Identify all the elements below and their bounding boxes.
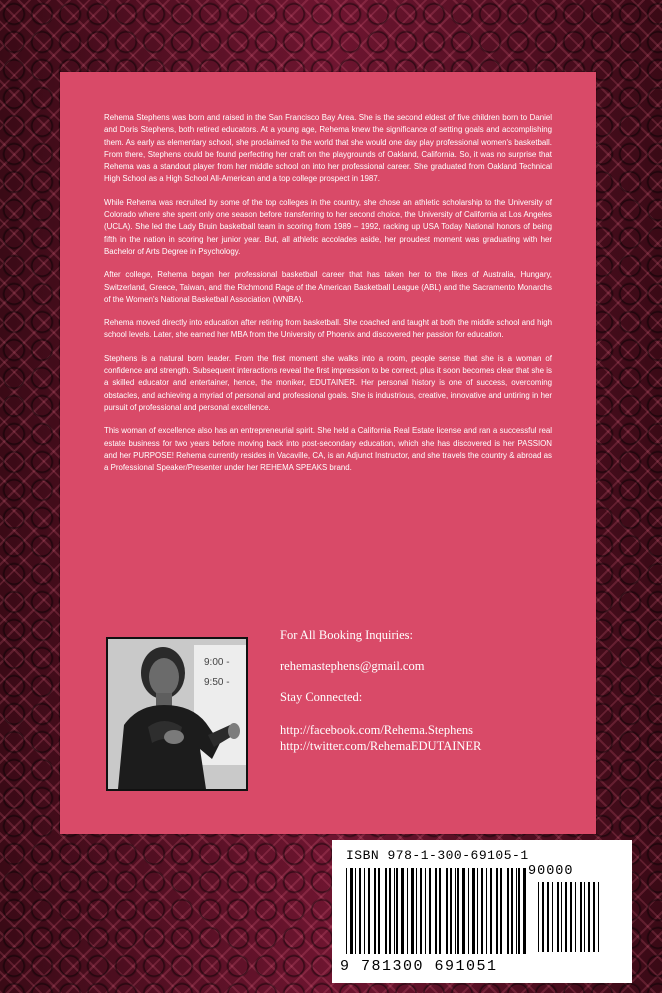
price-code-label: 90000 [528,864,574,879]
barcode-bar [538,882,539,952]
isbn-digits: 9 781300 691051 [340,958,498,975]
addon-barcode [538,882,604,952]
main-barcode [346,868,526,954]
barcode-bar [516,868,517,954]
barcode-bar [588,882,590,952]
barcode-bar [407,868,408,954]
contact-block [280,627,580,754]
barcode-bar [389,868,391,954]
barcode-bar [542,882,544,952]
barcode-bar [450,868,452,954]
isbn-label: ISBN 978-1-300-69105-1 [346,848,529,863]
barcode-bar [570,882,572,952]
back-cover-panel [60,72,596,834]
barcode-bar [346,868,347,954]
barcode-bar [490,868,492,954]
barcode-bar [355,868,356,954]
barcode-bar [575,882,576,952]
barcode-bar [511,868,513,954]
barcode-bar [425,868,426,954]
barcode-bar [446,868,448,954]
barcode-bar [593,882,595,952]
barcode-bar [396,868,398,954]
author-photo [106,637,248,791]
barcode-bar [455,868,456,954]
barcode-bar [374,868,376,954]
barcode-bar [364,868,365,954]
bio-paragraph-6: This woman of excellence also has an entrepreneurial spirit. She held a California Real Estate license and ran a successful real estate business for two years before moving back into post-secondary education, which she has discovered is her PASSION and her PURPOSE! Rehema currently resides in Vacaville, CA, is an Adjunct Instructor, and she travels the country & abroad as a Professional Speaker/Presenter under her REHEMA SPEAKS brand. [104,426,552,473]
barcode-bar [468,868,469,954]
barcode-bar [457,868,459,954]
barcode-bar [561,882,562,952]
barcode-bar [552,882,553,952]
barcode-bar [565,882,567,952]
bio-paragraph-4: Rehema moved directly into education after retiring from basketball. She coached and taught at both the middle school and high school levels. Later, she earned her MBA from the University of Phoenix and discovered her passion for education. [104,318,552,340]
whiteboard-line-2: 9:50 - [204,677,230,688]
barcode-bar [439,868,441,954]
barcode-bar [368,868,370,954]
barcode-bar [477,868,478,954]
barcode-bar [598,882,599,952]
barcode-bar [416,868,417,954]
barcode-bar [472,868,475,954]
barcode-bar [435,868,437,954]
twitter-link[interactable]: http://twitter.com/RehemaEDUTAINER [280,739,482,753]
bio-paragraph-2: While Rehema was recruited by some of the top colleges in the country, she chose an athletic scholarship to the University of Colorado where she spent only one season before transferring to her second choice, the University of California at Los Angeles (UCLA). She led the Lady Bruin basketball team in scoring from 1989 – 1992, racking up USA Today National honors of being fifth in the nation in scoring her junior year. But, all athletic accolades aside, her proudest moment was graduating with her Bachelor of Arts Degree in Psychology. [104,197,552,256]
stay-connected-heading: Stay Connected: [280,690,363,704]
facebook-link[interactable]: http://facebook.com/Rehema.Stephens [280,723,474,737]
barcode-bar [584,882,585,952]
bio-paragraph-5: Stephens is a natural born leader. From the first moment she walks into a room, people sense that she is a woman of confidence and strength. Subsequent interactions reveal the first impression to be correct, plus it soon becomes clear that she is a skilled educator and entertainer, hence, the moniker, EDUTAINER. Her personal history is one of success, overcoming obstacles, and achieving a myriad of personal and professional goals. She is industrious, creative, innovative and untiring in her pursuit of professional and personal excellence. [104,353,552,412]
whiteboard-line-1: 9:00 - [204,657,230,668]
barcode-bar [429,868,431,954]
barcode-bar [394,868,395,954]
barcode-bar [500,868,502,954]
barcode-bar [557,882,559,952]
isbn-barcode-box [332,840,632,983]
barcode-bar [462,868,465,954]
barcode-bar [420,868,422,954]
barcode-bar [350,868,353,954]
barcode-bar [507,868,509,954]
author-bio [104,112,552,485]
barcode-bar [496,868,498,954]
barcode-bar [401,868,404,954]
bio-paragraph-1: Rehema Stephens was born and raised in the San Francisco Bay Area. She is the second eldest of five children born to Daniel and Doris Stephens, both retired educators. At a young age, Rehema knew the significance of setting goals and accomplishing them. As early as elementary school, she proclaimed to the world that she would one day play professional women's basketball. From there, Stephens could be found perfecting her craft on the playgrounds of Oakland, California. So, it was no surprise that Rehema was a standout player from her middle school on into her professional career. She graduated from Oakland Technical High School as a High School All-American and a top college prospect in 1987. [104,113,552,184]
bio-paragraph-3: After college, Rehema began her professional basketball career that has taken her to the likes of Australia, Hungary, Switzerland, Greece, Taiwan, and the Richmond Rage of the American Basketball League (ABL) and the Sacramento Monarchs of the Women's National Basketball Association (WNBA). [104,270,552,304]
barcode-bar [481,868,483,954]
barcode-bar [385,868,387,954]
barcode-bar [411,868,414,954]
email-link[interactable]: rehemastephens@gmail.com [280,659,425,673]
barcode-bar [486,868,487,954]
barcode-bar [359,868,361,954]
barcode-bar [523,868,526,954]
barcode-bar [580,882,582,952]
barcode-bar [547,882,549,952]
barcode-bar [518,868,520,954]
booking-heading: For All Booking Inquiries: [280,628,413,642]
barcode-bar [378,868,380,954]
